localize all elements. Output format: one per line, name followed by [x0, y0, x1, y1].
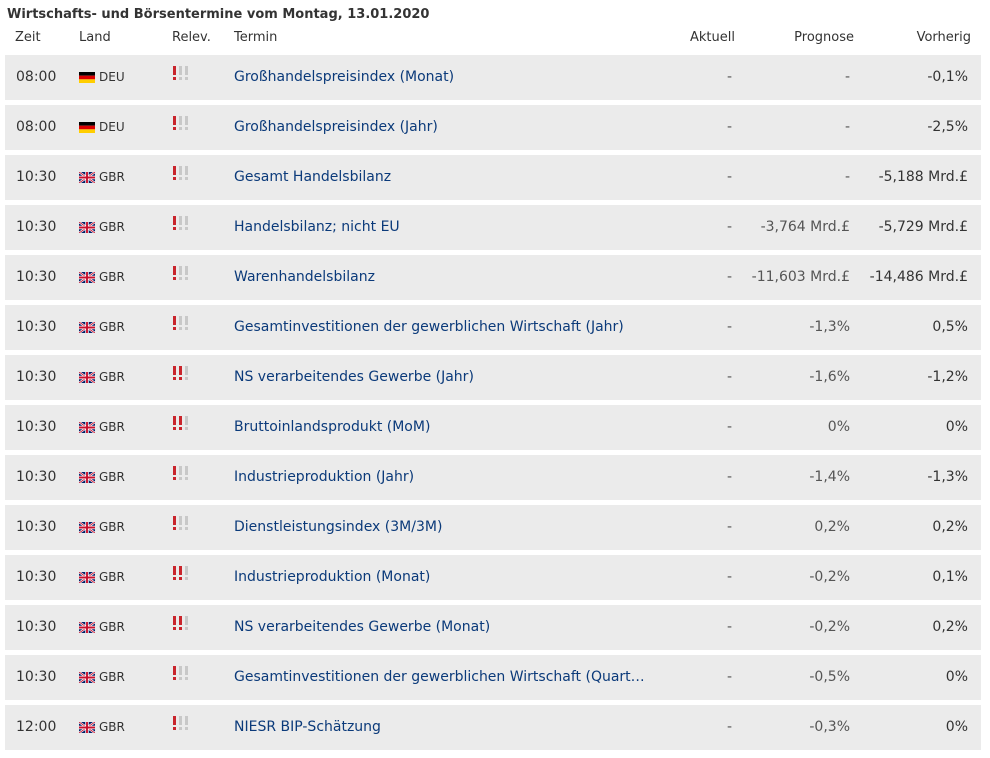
previous-value: 0% [945, 669, 968, 685]
relevance-indicator [172, 516, 189, 530]
forecast-value: -1,4% [809, 469, 850, 485]
forecast-value: 0,2% [814, 519, 850, 535]
relevance-mark-icon [184, 216, 189, 230]
actual-value: - [726, 69, 732, 85]
actual-value: - [726, 119, 732, 135]
relevance-indicator [172, 66, 189, 80]
relevance-mark-icon [178, 566, 183, 580]
country-code: DEU [99, 120, 125, 134]
uk-flag-icon [79, 272, 95, 283]
relevance-mark-icon [172, 466, 177, 480]
event-link[interactable]: Dienstleistungsindex (3M/3M) [234, 519, 443, 535]
relevance-mark-icon [178, 116, 183, 130]
actual-value: - [726, 169, 732, 185]
relevance-mark-icon [184, 116, 189, 130]
relevance-mark-icon [172, 516, 177, 530]
event-link[interactable]: Großhandelspreisindex (Jahr) [234, 119, 438, 135]
relevance-mark-icon [178, 66, 183, 80]
relevance-mark-icon [172, 116, 177, 130]
actual-value: - [726, 369, 732, 385]
forecast-value: 0% [827, 419, 850, 435]
event-link[interactable]: Bruttoinlandsprodukt (MoM) [234, 419, 431, 435]
table-row[interactable] [5, 455, 981, 500]
relevance-mark-icon [178, 516, 183, 530]
table-row[interactable] [5, 255, 981, 300]
relevance-mark-icon [172, 66, 177, 80]
relevance-mark-icon [172, 566, 177, 580]
country-cell [79, 470, 125, 484]
country-code: GBR [99, 220, 125, 234]
column-header-prognose[interactable]: Prognose [794, 30, 854, 45]
relevance-indicator [172, 566, 189, 580]
country-code: GBR [99, 370, 125, 384]
uk-flag-icon [79, 722, 95, 733]
table-row[interactable] [5, 105, 981, 150]
column-header-vorherig[interactable]: Vorherig [916, 30, 971, 45]
event-link[interactable]: Warenhandelsbilanz [234, 269, 375, 285]
previous-value: 0,1% [932, 569, 968, 585]
country-cell [79, 320, 125, 334]
relevance-indicator [172, 166, 189, 180]
time-cell: 08:00 [16, 69, 57, 85]
previous-value: -0,1% [927, 69, 968, 85]
forecast-value: -0,2% [809, 569, 850, 585]
event-link[interactable]: Gesamt Handelsbilanz [234, 169, 392, 185]
relevance-mark-icon [172, 716, 177, 730]
relevance-mark-icon [184, 366, 189, 380]
relevance-mark-icon [172, 316, 177, 330]
forecast-value: -3,764 Mrd.£ [760, 219, 850, 235]
event-link[interactable]: NIESR BIP-Schätzung [234, 719, 381, 735]
relevance-indicator [172, 216, 189, 230]
relevance-mark-icon [172, 366, 177, 380]
country-code: GBR [99, 520, 125, 534]
previous-value: -1,3% [927, 469, 968, 485]
time-cell: 10:30 [16, 169, 57, 185]
country-code: GBR [99, 270, 125, 284]
country-code: GBR [99, 470, 125, 484]
relevance-mark-icon [184, 316, 189, 330]
uk-flag-icon [79, 222, 95, 233]
actual-value: - [726, 569, 732, 585]
relevance-mark-icon [178, 316, 183, 330]
relevance-mark-icon [184, 666, 189, 680]
country-cell [79, 70, 125, 84]
relevance-indicator [172, 416, 189, 430]
actual-value: - [726, 419, 732, 435]
event-link[interactable]: NS verarbeitendes Gewerbe (Monat) [234, 619, 491, 635]
uk-flag-icon [79, 522, 95, 533]
table-row[interactable] [5, 655, 981, 700]
column-header-land[interactable]: Land [79, 30, 111, 45]
actual-value: - [726, 619, 732, 635]
previous-value: 0% [945, 719, 968, 735]
relevance-mark-icon [178, 366, 183, 380]
country-cell [79, 120, 125, 134]
relevance-mark-icon [184, 616, 189, 630]
country-code: GBR [99, 620, 125, 634]
event-link[interactable]: Großhandelspreisindex (Monat) [234, 69, 455, 85]
country-cell [79, 670, 125, 684]
country-code: GBR [99, 570, 125, 584]
previous-value: 0,2% [932, 519, 968, 535]
time-cell: 10:30 [16, 669, 57, 685]
table-row[interactable] [5, 555, 981, 600]
relevance-mark-icon [184, 166, 189, 180]
actual-value: - [726, 519, 732, 535]
event-link[interactable]: Industrieproduktion (Monat) [234, 569, 431, 585]
actual-value: - [726, 269, 732, 285]
previous-value: -14,486 Mrd.£ [869, 269, 968, 285]
table-header [5, 28, 981, 48]
country-cell [79, 220, 125, 234]
relevance-mark-icon [184, 516, 189, 530]
country-cell [79, 720, 125, 734]
germany-flag-icon [79, 122, 95, 133]
relevance-indicator [172, 366, 189, 380]
previous-value: -1,2% [927, 369, 968, 385]
column-header-zeit[interactable]: Zeit [15, 30, 41, 45]
actual-value: - [726, 719, 732, 735]
relevance-mark-icon [184, 716, 189, 730]
table-row[interactable] [5, 155, 981, 200]
page-title: Wirtschafts- und Börsentermine vom Montag, 13.01.2020 [7, 7, 430, 22]
table-row[interactable] [5, 205, 981, 250]
column-header-termin[interactable]: Termin [234, 30, 278, 45]
event-link[interactable]: Gesamtinvestitionen der gewerblichen Wirtschaft (Jahr) [234, 319, 624, 335]
relevance-indicator [172, 666, 189, 680]
country-cell [79, 370, 125, 384]
country-cell [79, 520, 125, 534]
table-row[interactable] [5, 605, 981, 650]
relevance-mark-icon [172, 416, 177, 430]
relevance-indicator [172, 316, 189, 330]
time-cell: 08:00 [16, 119, 57, 135]
relevance-mark-icon [178, 216, 183, 230]
event-table [5, 55, 981, 755]
table-row[interactable] [5, 55, 981, 100]
time-cell: 10:30 [16, 269, 57, 285]
relevance-mark-icon [178, 416, 183, 430]
relevance-mark-icon [184, 566, 189, 580]
uk-flag-icon [79, 172, 95, 183]
uk-flag-icon [79, 672, 95, 683]
relevance-indicator [172, 466, 189, 480]
column-header-relevanz[interactable]: Relev. [172, 30, 211, 45]
time-cell: 10:30 [16, 319, 57, 335]
forecast-value: -11,603 Mrd.£ [751, 269, 850, 285]
time-cell: 10:30 [16, 219, 57, 235]
relevance-mark-icon [178, 266, 183, 280]
relevance-mark-icon [172, 666, 177, 680]
relevance-indicator [172, 716, 189, 730]
previous-value: -5,729 Mrd.£ [878, 219, 968, 235]
relevance-mark-icon [178, 466, 183, 480]
relevance-mark-icon [178, 166, 183, 180]
forecast-value: -0,5% [809, 669, 850, 685]
time-cell: 10:30 [16, 519, 57, 535]
relevance-mark-icon [172, 266, 177, 280]
time-cell: 10:30 [16, 569, 57, 585]
uk-flag-icon [79, 472, 95, 483]
relevance-mark-icon [184, 466, 189, 480]
time-cell: 10:30 [16, 369, 57, 385]
relevance-mark-icon [172, 216, 177, 230]
forecast-value: -0,2% [809, 619, 850, 635]
relevance-indicator [172, 266, 189, 280]
event-link[interactable]: Industrieproduktion (Jahr) [234, 469, 415, 485]
time-cell: 10:30 [16, 419, 57, 435]
previous-value: -2,5% [927, 119, 968, 135]
event-link[interactable]: Gesamtinvestitionen der gewerblichen Wirtschaft (Quart… [234, 669, 645, 685]
previous-value: 0,2% [932, 619, 968, 635]
event-link[interactable]: NS verarbeitendes Gewerbe (Jahr) [234, 369, 474, 385]
relevance-mark-icon [178, 616, 183, 630]
relevance-indicator [172, 616, 189, 630]
table-row[interactable] [5, 405, 981, 450]
country-code: GBR [99, 670, 125, 684]
country-cell [79, 620, 125, 634]
actual-value: - [726, 469, 732, 485]
relevance-mark-icon [178, 716, 183, 730]
relevance-indicator [172, 116, 189, 130]
country-cell [79, 570, 125, 584]
table-row[interactable] [5, 305, 981, 350]
country-code: GBR [99, 170, 125, 184]
uk-flag-icon [79, 422, 95, 433]
table-row[interactable] [5, 355, 981, 400]
time-cell: 12:00 [16, 719, 57, 735]
relevance-mark-icon [172, 166, 177, 180]
uk-flag-icon [79, 322, 95, 333]
country-cell [79, 170, 125, 184]
country-code: GBR [99, 320, 125, 334]
relevance-mark-icon [184, 266, 189, 280]
previous-value: 0,5% [932, 319, 968, 335]
uk-flag-icon [79, 572, 95, 583]
uk-flag-icon [79, 372, 95, 383]
germany-flag-icon [79, 72, 95, 83]
forecast-value: -0,3% [809, 719, 850, 735]
forecast-value: - [844, 119, 850, 135]
event-link[interactable]: Handelsbilanz; nicht EU [234, 219, 400, 235]
forecast-value: -1,3% [809, 319, 850, 335]
previous-value: 0% [945, 419, 968, 435]
actual-value: - [726, 219, 732, 235]
country-code: GBR [99, 720, 125, 734]
actual-value: - [726, 669, 732, 685]
country-cell [79, 270, 125, 284]
time-cell: 10:30 [16, 469, 57, 485]
country-cell [79, 420, 125, 434]
table-row[interactable] [5, 505, 981, 550]
country-code: GBR [99, 420, 125, 434]
relevance-mark-icon [184, 416, 189, 430]
relevance-mark-icon [184, 66, 189, 80]
actual-value: - [726, 319, 732, 335]
previous-value: -5,188 Mrd.£ [878, 169, 968, 185]
column-header-aktuell[interactable]: Aktuell [690, 30, 735, 45]
relevance-mark-icon [178, 666, 183, 680]
forecast-value: - [844, 169, 850, 185]
country-code: DEU [99, 70, 125, 84]
time-cell: 10:30 [16, 619, 57, 635]
forecast-value: -1,6% [809, 369, 850, 385]
table-row[interactable] [5, 705, 981, 750]
uk-flag-icon [79, 622, 95, 633]
forecast-value: - [844, 69, 850, 85]
relevance-mark-icon [172, 616, 177, 630]
